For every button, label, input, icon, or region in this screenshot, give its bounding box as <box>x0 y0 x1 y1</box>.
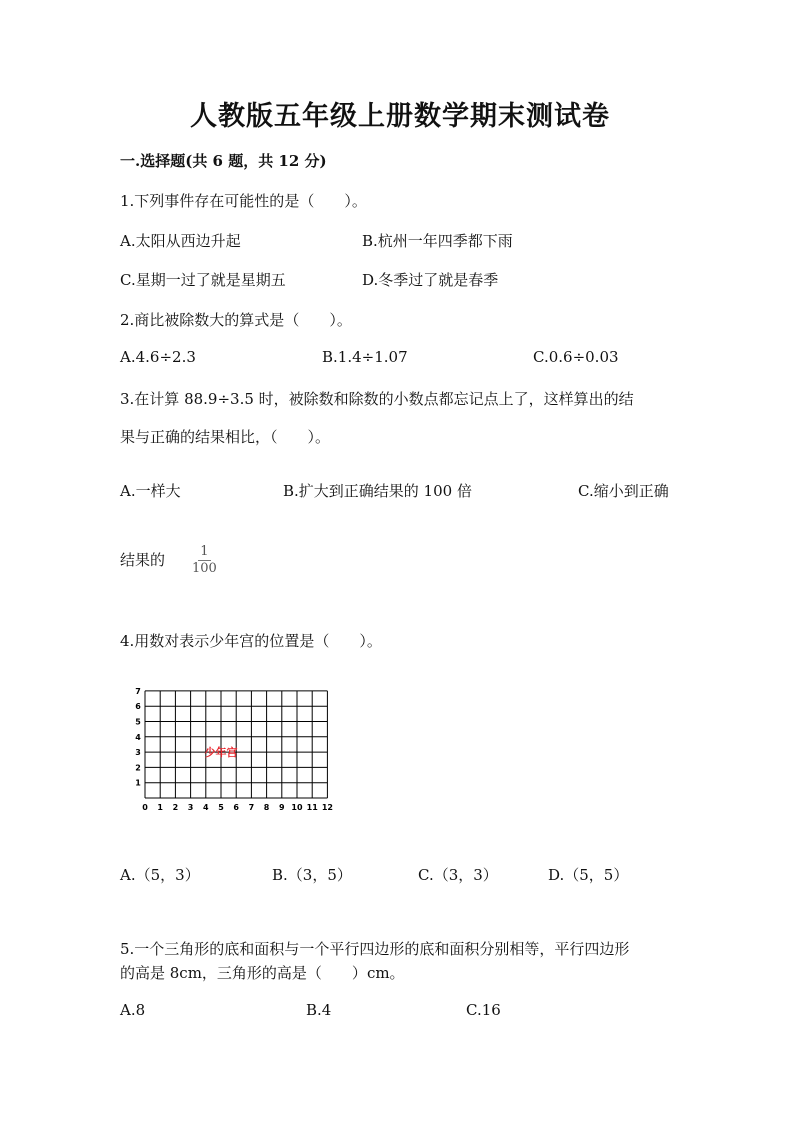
coordinate-grid <box>126 684 336 818</box>
question-3-option-c-continued: 结果的 <box>120 551 166 569</box>
question-2-stem: 2.商比被除数大的算式是（ ）。 <box>120 311 352 329</box>
question-1-option-b: B.杭州一年四季都下雨 <box>362 232 513 250</box>
question-4-stem: 4.用数对表示少年宫的位置是（ ）。 <box>120 632 382 650</box>
question-3-stem-line1: 3.在计算 88.9÷3.5 时，被除数和除数的小数点都忘记点上了，这样算出的结 <box>120 390 634 408</box>
question-5-stem-line1: 5.一个三角形的底和面积与一个平行四边形的底和面积分别相等，平行四边形 <box>120 940 630 958</box>
x-tick-label: 7 <box>248 803 255 812</box>
y-tick-label: 3 <box>135 748 141 758</box>
question-2-option-b: B.1.4÷1.07 <box>322 348 408 366</box>
x-tick-label: 10 <box>291 803 303 812</box>
x-tick-label: 9 <box>279 803 285 812</box>
question-4-option-d: D.（5，5） <box>548 866 629 884</box>
section-heading: 一.选择题(共 6 题，共 12 分) <box>120 152 327 170</box>
x-tick-label: 4 <box>203 803 209 812</box>
x-tick-label: 3 <box>187 803 194 812</box>
y-tick-label: 2 <box>135 763 141 773</box>
question-3-option-a: A.一样大 <box>120 482 181 500</box>
x-tick-label: 8 <box>263 803 270 812</box>
question-5-option-b: B.4 <box>306 1001 332 1019</box>
y-tick-label: 4 <box>135 732 141 742</box>
question-2-option-a: A.4.6÷2.3 <box>120 348 196 366</box>
x-tick-label: 1 <box>157 803 163 812</box>
question-2-option-c: C.0.6÷0.03 <box>533 348 619 366</box>
x-tick-label: 5 <box>218 803 224 812</box>
y-tick-label: 6 <box>135 702 141 712</box>
coordinate-grid-svg <box>126 684 336 818</box>
question-5-stem-line2: 的高是 8cm，三角形的高是（ ）cm。 <box>120 964 405 982</box>
fraction-numerator: 1 <box>200 544 209 559</box>
y-tick-label: 5 <box>135 717 141 727</box>
fraction <box>192 544 217 577</box>
question-1-option-d: D.冬季过了就是春季 <box>362 271 499 289</box>
question-5-option-a: A.8 <box>120 1001 146 1019</box>
question-4-option-c: C.（3，3） <box>418 866 498 884</box>
x-tick-label: 0 <box>142 803 148 812</box>
question-4-option-a: A.（5，3） <box>120 866 200 884</box>
fraction-denominator: 100 <box>192 561 217 576</box>
question-3-stem-line2: 果与正确的结果相比，（ ）。 <box>120 428 331 446</box>
y-tick-label: 7 <box>135 686 141 696</box>
youth-palace-label: 少年宫 <box>204 746 238 760</box>
x-tick-label: 2 <box>172 803 179 812</box>
x-tick-label: 6 <box>233 803 239 812</box>
question-3-option-b: B.扩大到正确结果的 100 倍 <box>283 482 472 500</box>
page-title: 人教版五年级上册数学期末测试卷 <box>190 101 610 132</box>
y-tick-label: 1 <box>135 778 141 788</box>
question-3-option-c: C.缩小到正确 <box>578 482 669 500</box>
question-1-option-c: C.星期一过了就是星期五 <box>120 271 286 289</box>
question-4-option-b: B.（3，5） <box>272 866 352 884</box>
question-1-option-a: A.太阳从西边升起 <box>120 232 241 250</box>
x-tick-label: 12 <box>321 803 333 812</box>
question-1-stem: 1.下列事件存在可能性的是（ ）。 <box>120 192 367 210</box>
question-5-option-c: C.16 <box>466 1001 501 1019</box>
x-tick-label: 11 <box>306 803 318 812</box>
